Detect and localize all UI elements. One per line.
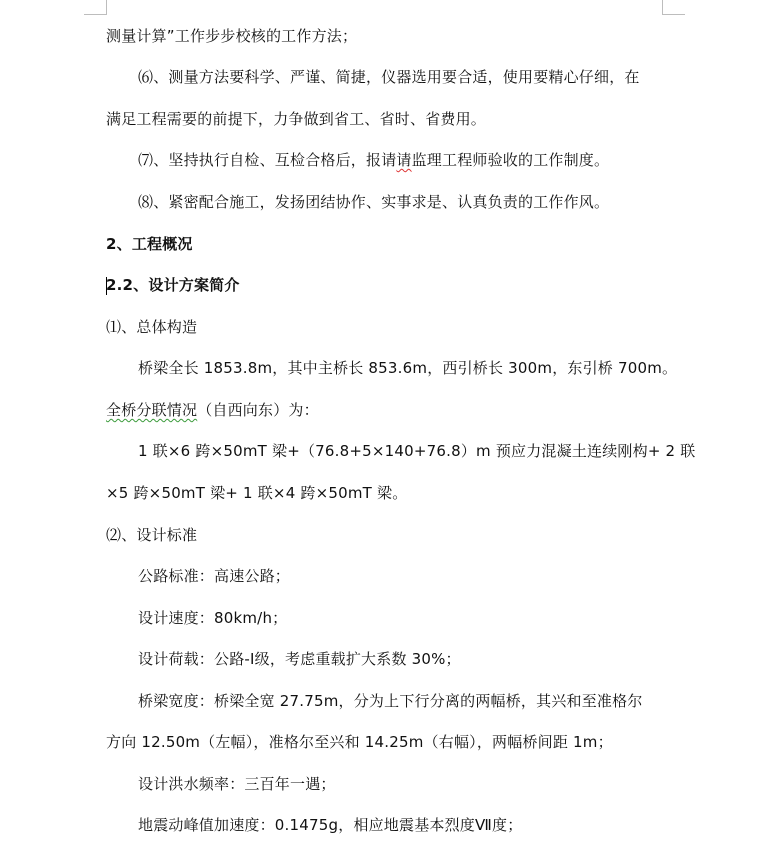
crop-mark-top-right [662,0,685,15]
crop-mark-top-left [84,0,107,15]
paragraph-line: 满足工程需要的前提下，力争做到省工、省时、省费用。 [106,110,487,128]
paragraph-line: 方向 12.50m（左幅），准格尔至兴和 14.25m（右幅），两幅桥间距 1m； [106,733,613,751]
text-run: 监理工程师验收的工作制度。 [411,151,610,169]
paragraph-line: 桥梁宽度：桥梁全宽 27.75m，分为上下行分离的两幅桥，其兴和至准格尔 [138,692,643,710]
paragraph-line [106,399,319,421]
paragraph-line: 测量计算”工作步步校核的工作方法； [106,27,358,45]
grammar-flag[interactable]: 全桥分联情况 [106,401,198,419]
subsection-heading: 2.2、设计方案简介 [106,276,240,294]
list-heading: ⑵、设计标准 [106,526,198,544]
text-run: （自西向东）为： [197,401,319,419]
paragraph-line [138,149,609,171]
paragraph-line: ⑻、紧密配合施工，发扬团结协作、实事求是、认真负责的工作作风。 [138,193,610,211]
paragraph-line: 设计洪水频率：三百年一遇； [138,775,336,793]
paragraph-line: 1 联×6 跨×50mT 梁+（76.8+5×140+76.8）m 预应力混凝土连续刚构+ 2 联 [138,442,696,460]
section-heading: 2、工程概况 [106,235,193,253]
paragraph-line: 地震动峰值加速度：0.1475g，相应地震基本烈度Ⅶ度； [138,816,523,834]
paragraph-line: ×5 跨×50mT 梁+ 1 联×4 跨×50mT 梁。 [106,484,408,502]
spelling-flag[interactable]: 请 [396,151,412,169]
paragraph-line: 设计速度：80km/h； [138,609,288,627]
paragraph-line: ⑹、测量方法要科学、严谨、简捷，仪器选用要合适，使用要精心仔细，在 [138,68,640,86]
list-heading: ⑴、总体构造 [106,318,198,336]
paragraph-line: 设计荷载：公路-Ⅰ级，考虑重载扩大系数 30%； [138,650,461,668]
paragraph-line: 公路标准：高速公路； [138,567,291,585]
text-run: ⑺、坚持执行自检、互检合格后，报请 [138,151,397,169]
paragraph-line: 桥梁全长 1853.8m，其中主桥长 853.6m，西引桥长 300m，东引桥 700m。 [138,359,678,377]
